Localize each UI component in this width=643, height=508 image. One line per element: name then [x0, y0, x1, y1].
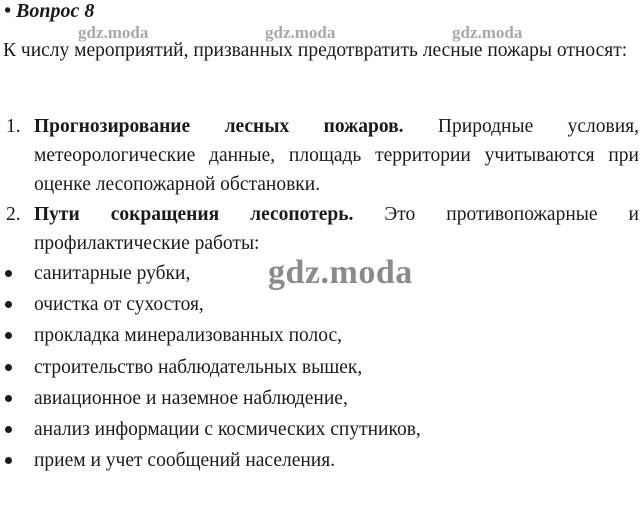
- list-item-text: очистка от сухостоя,: [34, 294, 204, 316]
- bullet-icon: [5, 332, 12, 339]
- intro-paragraph: К числу мероприятий, призванных предотвратить лесные пожары относят:: [3, 40, 628, 61]
- question-heading: • Вопрос 8: [4, 0, 95, 22]
- watermark-3: gdz.moda: [452, 23, 523, 42]
- list-item-text: авиационное и наземное наблюдение,: [34, 387, 348, 409]
- item-body: [34, 200, 639, 258]
- item-title: Пути сокращения лесопотерь.: [34, 204, 354, 225]
- item-number: 2.: [6, 204, 21, 225]
- item-text: Это противопожарные и профилактические работы:: [34, 204, 639, 254]
- list-item-text: прокладка минерализованных полос,: [34, 325, 343, 347]
- list-item: [0, 289, 421, 320]
- item-text: Природные условия, метеорологические данные, площадь территории учитываются при оценке лесопожарной обстановки.: [34, 116, 639, 195]
- list-item-text: санитарные рубки,: [34, 263, 191, 284]
- item-number: 1.: [6, 116, 21, 137]
- list-item-text: анализ информации с космических спутников,: [34, 419, 421, 441]
- item-title: Прогнозирование лесных пожаров.: [34, 116, 404, 137]
- bullet-icon: [5, 457, 12, 464]
- list-item: [0, 445, 421, 476]
- item-body: [34, 112, 639, 199]
- bullet-icon: [5, 364, 12, 371]
- list-item: [0, 352, 421, 383]
- list-item-text: прием и учет сообщений населения.: [34, 450, 336, 472]
- bullet-icon: [5, 270, 12, 277]
- watermark-large: gdz.moda: [268, 254, 413, 291]
- watermark-1: gdz.moda: [78, 23, 149, 42]
- list-item: [0, 383, 421, 414]
- list-item: [0, 320, 421, 351]
- bullet-icon: [5, 426, 12, 433]
- watermark-2: gdz.moda: [265, 23, 336, 42]
- list-item: [0, 414, 421, 445]
- bullet-icon: [5, 301, 12, 308]
- list-item-text: строительство наблюдательных вышек,: [34, 356, 363, 378]
- bullet-icon: [5, 395, 12, 402]
